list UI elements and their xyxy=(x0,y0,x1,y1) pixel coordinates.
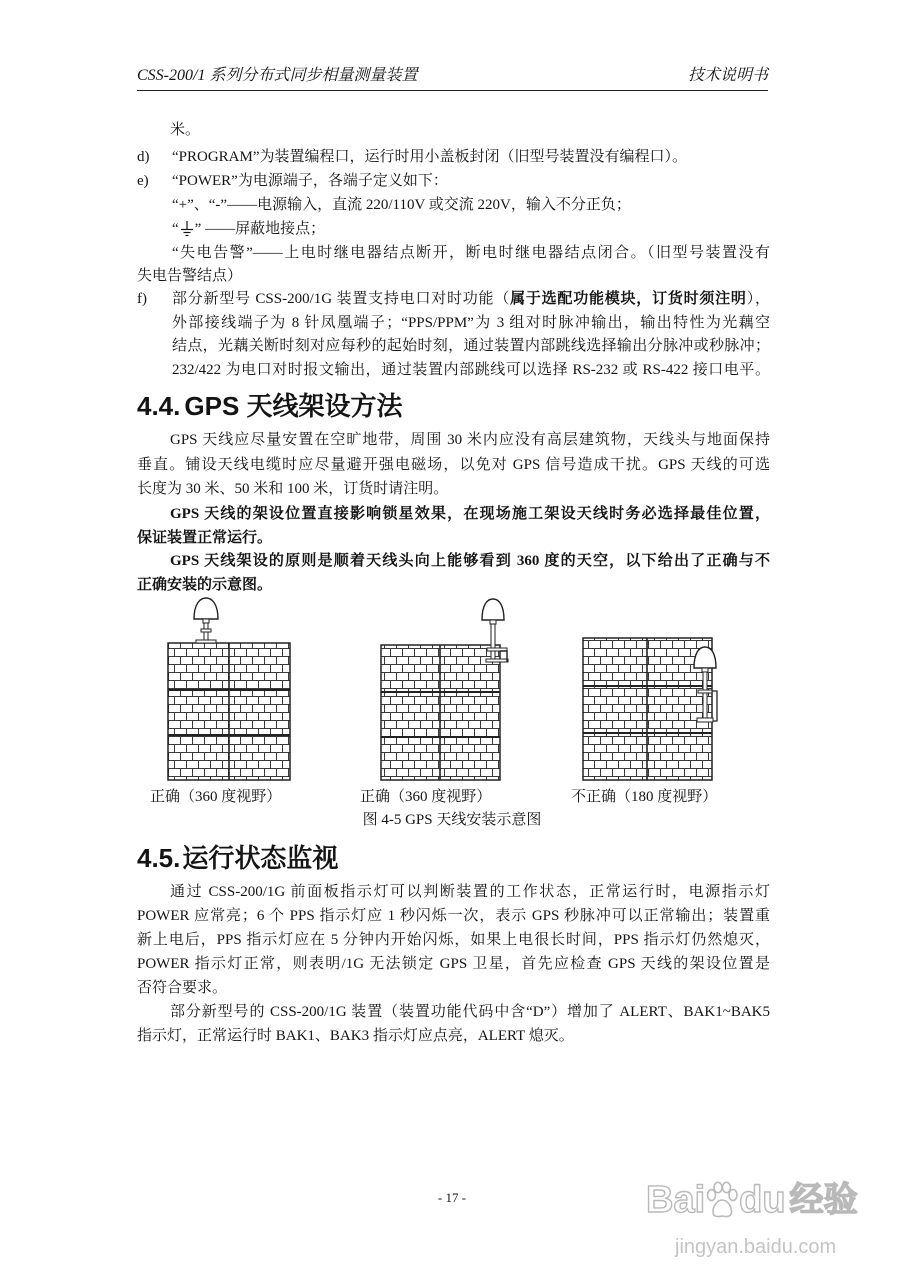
list-item-f-line: 结点，光藕关断时刻对应每秒的起始时刻，通过装置内部跳线选择输出分脉冲或秒脉冲； xyxy=(172,338,770,354)
watermark-url: jingyan.baidu.com xyxy=(675,1236,837,1258)
wall-1 xyxy=(168,643,290,780)
body-line: 垂直。铺设天线电缆时应尽量避开强电磁场，以免对 GPS 信号造成干扰。GPS 天线的可选 xyxy=(137,457,770,473)
antenna-base-plate xyxy=(697,718,713,722)
antenna-neck xyxy=(702,668,708,672)
list-item-f-line: 外部接线端子为 8 针凤凰端子；“PPS/PPM”为 3 组对时脉冲输出，输出特性为光藕空 xyxy=(172,315,770,331)
watermark-brand-right: du xyxy=(739,1179,786,1221)
ground-terminal-definition xyxy=(172,218,325,240)
antenna-bracket xyxy=(486,659,508,662)
body-line: 否符合要求。 xyxy=(137,980,228,996)
header-rule xyxy=(137,90,768,91)
antenna-neck xyxy=(490,620,496,624)
list-marker-f: f) xyxy=(137,291,147,307)
alarm-definition-line: “失电告警”——上电时继电器结点断开，断电时继电器结点闭合。（旧型号装置没有 xyxy=(172,245,770,261)
watermark-brand-left: Bai xyxy=(646,1179,706,1221)
page-number: - 17 - xyxy=(437,1190,467,1205)
antenna-dome xyxy=(482,599,504,620)
antenna-pole xyxy=(491,624,495,662)
wall-2 xyxy=(381,645,500,780)
figure-caption-correct: 正确（360 度视野） xyxy=(150,789,282,805)
body-line: POWER 指示灯正常，则表明/1G 无法锁定 GPS 卫星，首先应检查 GPS 天线的架设位置是 xyxy=(137,956,770,972)
list-item-f-line: 232/422 为电口对时报文输出，通过装置内部跳线可以选择 RS-232 或 RS-422 接口电平。 xyxy=(172,362,770,378)
ground-icon xyxy=(180,221,194,237)
body-line: 部分新型号的 CSS-200/1G 装置（装置功能代码中含“D”）增加了 ALERT、BAK1~BAK5 xyxy=(170,1004,770,1020)
figure-caption-incorrect: 不正确（180 度视野） xyxy=(571,789,718,805)
section-number: 4.4. xyxy=(137,391,181,421)
header-title: CSS-200/1 系列分布式同步相量测量装置 xyxy=(137,67,418,84)
body-line: 通过 CSS-200/1G 前面板指示灯可以判断装置的工作状态，正常运行时，电源指示灯 xyxy=(170,884,770,900)
figure-title: 图 4-5 GPS 天线安装示意图 xyxy=(362,812,542,828)
watermark-brand-cn: 经验 xyxy=(789,1181,858,1219)
antenna-collar xyxy=(201,629,211,632)
section-heading-4-4 xyxy=(137,390,403,422)
list-item-f-text: 部分新型号 CSS-200/1G 装置支持电口对时功能（ xyxy=(172,291,511,307)
bold-body-line: GPS 天线的架设位置直接影响锁星效果，在现场施工架设天线时务必选择最佳位置， xyxy=(170,506,770,522)
list-item-e-text: “POWER”为电源端子，各端子定义如下： xyxy=(172,173,448,189)
body-line: 长度为 30 米、50 米和 100 米，订货时请注明。 xyxy=(137,481,449,497)
antenna-dome xyxy=(194,598,218,619)
list-item-f-line xyxy=(172,288,770,310)
list-item-d-text: “PROGRAM”为装置编程口，运行时用小盖板封闭（旧型号装置没有编程口）。 xyxy=(172,149,688,165)
body-line: 新上电后，PPS 指示灯应在 5 分钟内开始闪烁，如果上电很长时间，PPS 指示灯仍然熄灭， xyxy=(137,932,770,948)
antenna-bracket xyxy=(698,690,712,693)
ground-open-quote: “ xyxy=(172,221,179,237)
antenna-pole xyxy=(703,672,707,722)
header-doc-type: 技术说明书 xyxy=(687,67,768,84)
gps-antenna-1 xyxy=(194,598,218,643)
section-title: GPS 天线架设方法 xyxy=(184,391,403,421)
wall-3 xyxy=(583,638,712,780)
gps-antenna-installation-figure xyxy=(140,592,760,784)
figure-caption-correct: 正确（360 度视野） xyxy=(360,789,492,805)
body-line: GPS 天线应尽量安置在空旷地带，周围 30 米内应没有高层建筑物，天线头与地面保持 xyxy=(170,432,770,448)
body-line: 指示灯，正常运行时 BAK1、BAK3 指示灯应点亮，ALERT 熄灭。 xyxy=(137,1028,574,1044)
power-terminal-definition: “+”、“-”——电源输入，直流 220/110V 或交流 220V，输入不分正负； xyxy=(172,197,631,213)
section-number: 4.5. xyxy=(137,843,181,873)
bold-body-line: GPS 天线架设的原则是顺着天线头向上能够看到 360 度的天空，以下给出了正确与不 xyxy=(170,553,770,569)
list-marker-d: d) xyxy=(137,149,150,165)
section-heading-4-5 xyxy=(137,842,338,874)
ground-definition-text: ” ——屏蔽地接点； xyxy=(194,221,326,237)
antenna-base-plate xyxy=(196,640,216,643)
antenna-neck xyxy=(203,619,209,623)
optional-module-note: 属于选配功能模块，订货时须注明 xyxy=(510,291,747,307)
bold-body-line: 正确安装的示意图。 xyxy=(137,577,273,593)
list-marker-e: e) xyxy=(137,173,149,189)
section-title: 运行状态监视 xyxy=(182,843,339,873)
paw-icon xyxy=(705,1181,739,1219)
alarm-definition-line: 失电告警结点） xyxy=(137,268,243,284)
body-line: POWER 应常亮；6 个 PPS 指示灯应 1 秒闪烁一次，表示 GPS 秒脉冲可以正常输出；装置重 xyxy=(137,908,770,924)
watermark-logo xyxy=(646,1176,858,1224)
list-item-f-text: ）， xyxy=(746,291,770,307)
bold-body-line: 保证装置正常运行。 xyxy=(137,530,273,546)
continuation-text: 米。 xyxy=(170,122,201,138)
